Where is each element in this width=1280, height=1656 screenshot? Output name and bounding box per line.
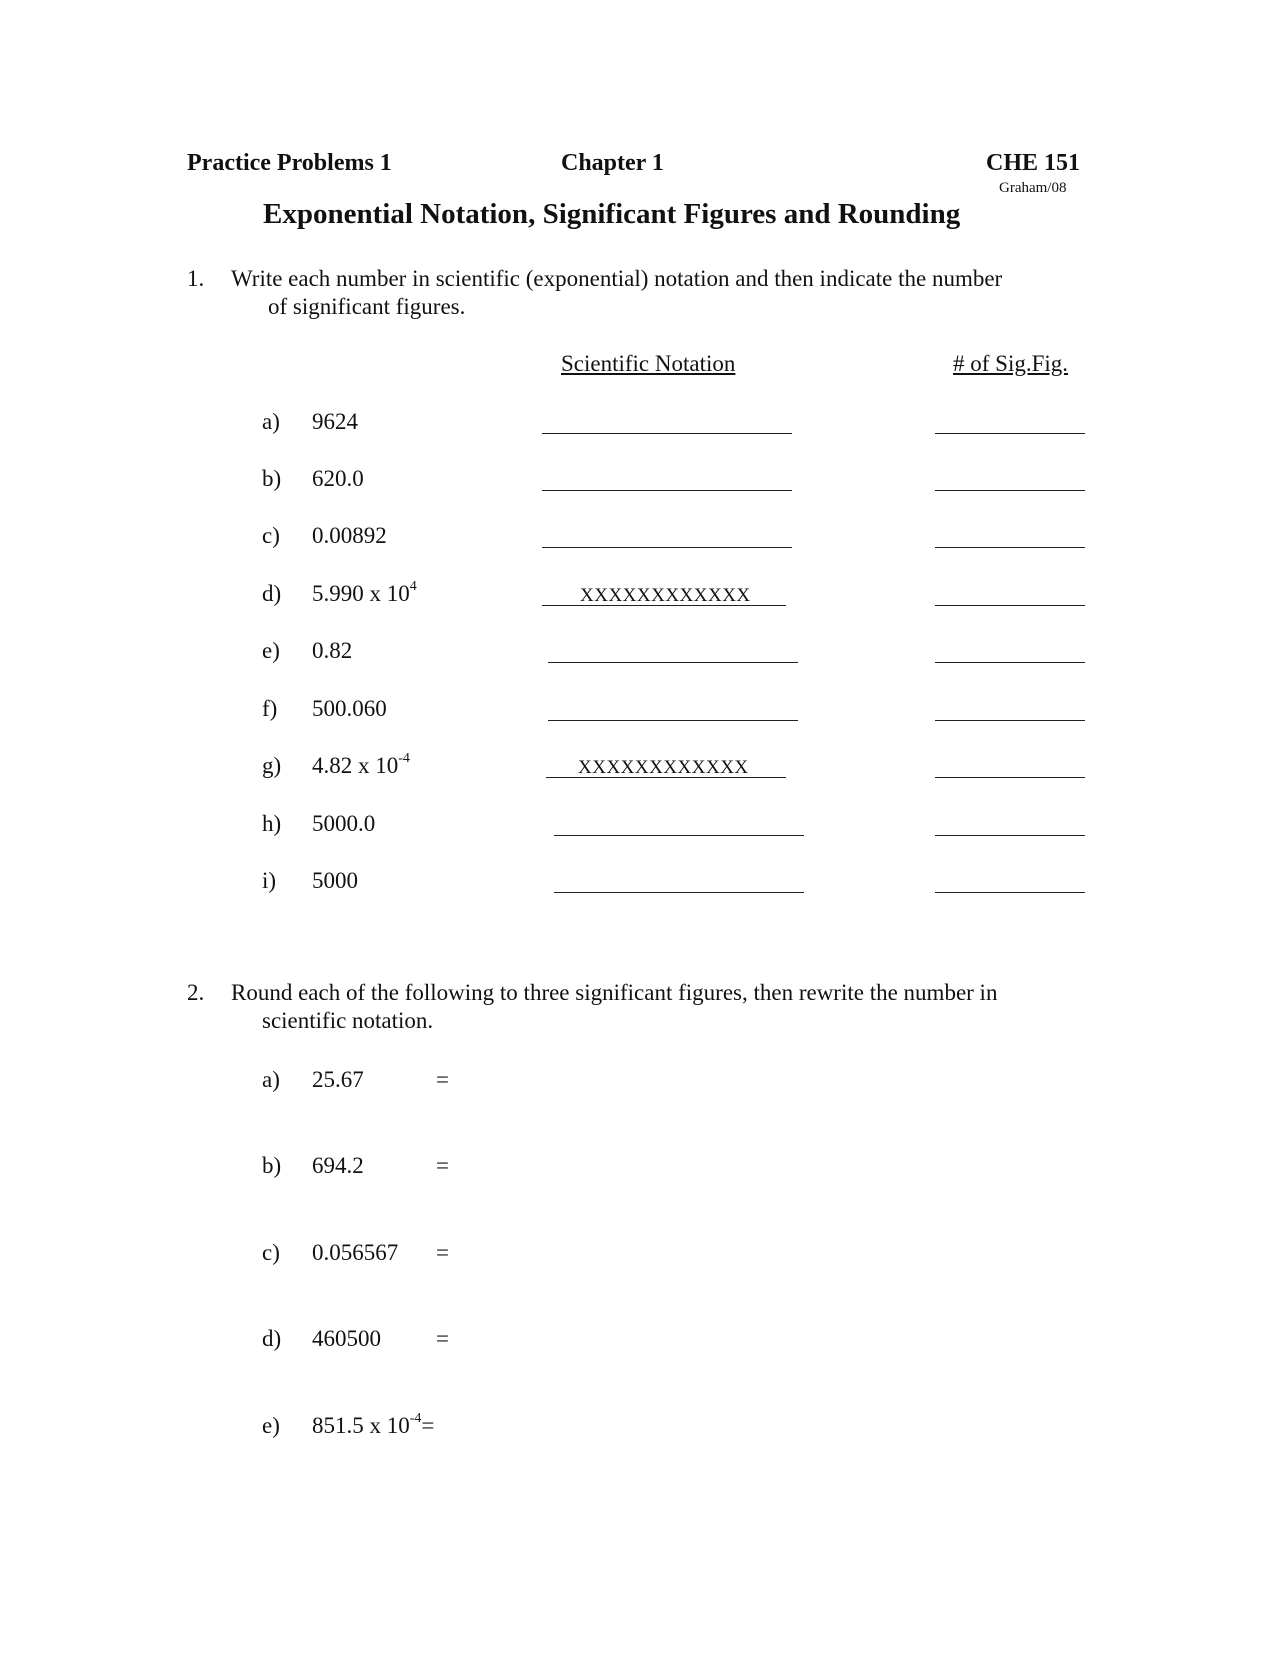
- q1-item-value: 5000: [312, 868, 358, 893]
- q2-equals: =: [436, 1326, 449, 1351]
- q2-item-label: b): [262, 1153, 282, 1178]
- q1-item-label: f): [262, 696, 278, 721]
- q1-item-exponent: 4: [409, 579, 417, 595]
- sci-notation-answer-blank[interactable]: [554, 835, 804, 836]
- q2-item-label: d): [262, 1326, 282, 1351]
- q1-item-label: e): [262, 638, 280, 663]
- q1-item-label: c): [262, 523, 280, 548]
- col-header-sig-figs: # of Sig.Fig.: [953, 351, 1069, 376]
- sci-notation-answer-blank[interactable]: [542, 433, 792, 434]
- q1-item-label: a): [262, 409, 280, 434]
- q2-item-base: 851.5 x 10: [312, 1413, 410, 1438]
- q1-text-line1: Write each number in scientific (exponential) notation and then indicate the number: [231, 266, 1003, 291]
- q1-item-value: 5000.0: [312, 811, 376, 836]
- crossed-out-marker: XXXXXXXXXXXX: [580, 585, 751, 606]
- sig-fig-answer-blank[interactable]: [935, 605, 1085, 606]
- crossed-out-marker: XXXXXXXXXXXX: [578, 757, 749, 778]
- q1-item-value: 620.0: [312, 466, 364, 491]
- sci-notation-answer-blank[interactable]: [554, 892, 804, 893]
- sig-fig-answer-blank[interactable]: [935, 835, 1085, 836]
- q1-item-base: 4.82 x 10: [312, 753, 399, 778]
- sci-notation-answer-blank[interactable]: [542, 490, 792, 491]
- q1-item-value: 0.82: [312, 638, 353, 663]
- header-course-set: Practice Problems 1: [187, 150, 392, 176]
- q2-equals: =: [436, 1153, 449, 1178]
- q2-item-value: 0.056567: [312, 1240, 399, 1265]
- sci-notation-answer-blank: [546, 777, 786, 778]
- sig-fig-answer-blank[interactable]: [935, 490, 1085, 491]
- q1-item-value: 0.00892: [312, 523, 387, 548]
- q2-item-value: 694.2: [312, 1153, 364, 1178]
- q1-item-value: 9624: [312, 409, 358, 434]
- sig-fig-answer-blank[interactable]: [935, 720, 1085, 721]
- q2-text-line1: Round each of the following to three significant figures, then rewrite the number in: [231, 980, 998, 1005]
- q2-number: 2.: [187, 980, 205, 1005]
- q2-item-value: 460500: [312, 1326, 381, 1351]
- q2-item-label: a): [262, 1067, 280, 1092]
- sig-fig-answer-blank[interactable]: [935, 433, 1085, 434]
- sci-notation-answer-blank[interactable]: [542, 547, 792, 548]
- sig-fig-answer-blank[interactable]: [935, 777, 1085, 778]
- sig-fig-answer-blank[interactable]: [935, 547, 1085, 548]
- sig-fig-answer-blank[interactable]: [935, 662, 1085, 663]
- q2-equals: =: [436, 1067, 449, 1092]
- q1-item-label: b): [262, 466, 282, 491]
- q2-item-label: e): [262, 1413, 280, 1438]
- sci-notation-answer-blank[interactable]: [548, 720, 798, 721]
- header-course-code: CHE 151: [986, 150, 1081, 176]
- q1-item-value: 500.060: [312, 696, 387, 721]
- q2-equals: =: [436, 1240, 449, 1265]
- q2-item-label: c): [262, 1240, 280, 1265]
- q2-text-line2: scientific notation.: [262, 1008, 434, 1033]
- q1-number: 1.: [187, 266, 205, 291]
- q1-item-label: g): [262, 753, 282, 778]
- q1-item-value: [312, 753, 410, 779]
- q1-item-label: d): [262, 581, 282, 606]
- q1-item-exponent: -4: [398, 751, 410, 767]
- q2-equals: =: [421, 1413, 435, 1438]
- sci-notation-answer-blank: [542, 605, 786, 606]
- q1-item-label: i): [262, 868, 277, 893]
- sig-fig-answer-blank[interactable]: [935, 892, 1085, 893]
- sci-notation-answer-blank[interactable]: [548, 662, 798, 663]
- q2-item-value: [312, 1413, 434, 1439]
- page-title: Exponential Notation, Significant Figures and Rounding: [263, 198, 961, 230]
- col-header-scientific-notation: Scientific Notation: [561, 351, 736, 376]
- q1-item-label: h): [262, 811, 282, 836]
- q2-item-exponent: -4: [409, 1411, 422, 1427]
- q1-item-base: 5.990 x 10: [312, 581, 410, 606]
- q2-item-value: 25.67: [312, 1067, 364, 1092]
- header-credit: Graham/08: [999, 180, 1067, 196]
- q1-item-value: [312, 581, 417, 607]
- header-chapter: Chapter 1: [561, 150, 664, 176]
- q1-text-line2: of significant figures.: [268, 294, 466, 319]
